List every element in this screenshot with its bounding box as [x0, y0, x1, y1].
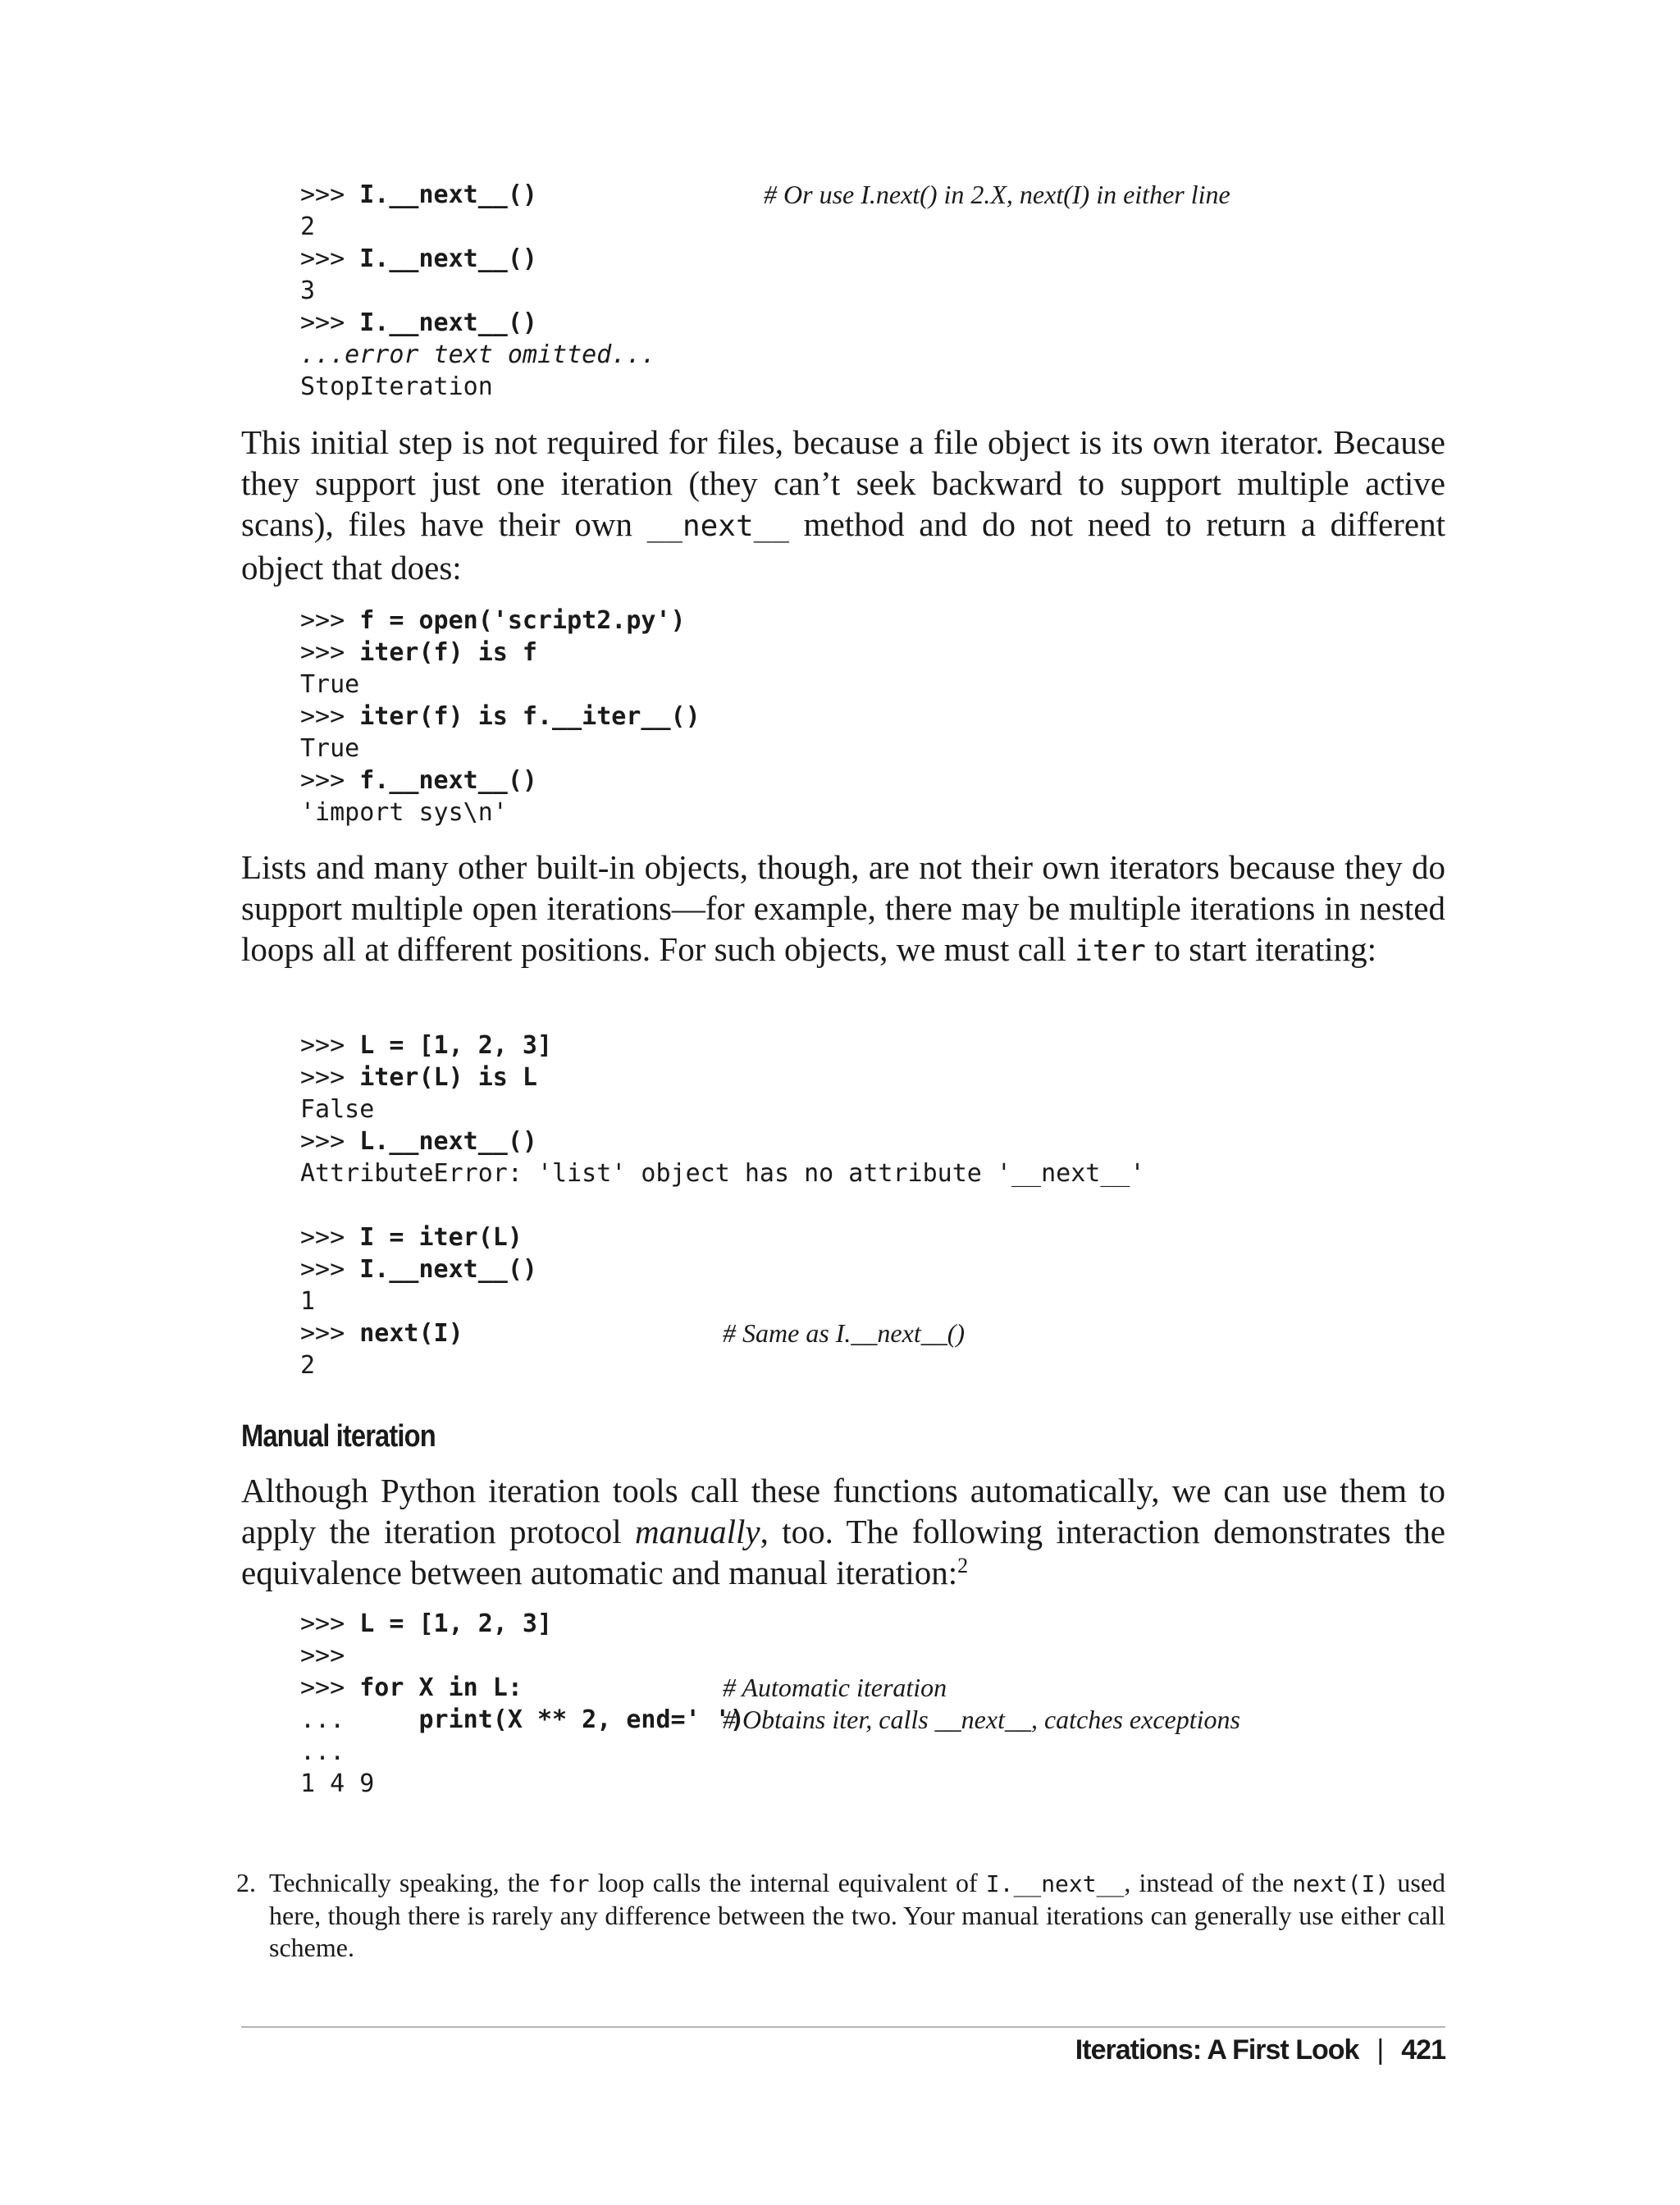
body-paragraph [241, 847, 1445, 972]
emphasis-text: manually [635, 1513, 760, 1550]
code-output: False [300, 1095, 375, 1124]
repl-prompt: >>> [300, 638, 360, 667]
code-line [300, 1253, 1145, 1285]
repl-prompt: >>> [300, 606, 360, 635]
code-input: f.__next__() [359, 766, 537, 795]
footnote-reference[interactable]: 2 [957, 1554, 969, 1577]
code-block-manual-iteration [300, 1608, 1240, 1800]
inline-code: next(I) [1292, 1870, 1390, 1897]
code-comment: # Automatic iteration [723, 1673, 947, 1702]
footnote-text: Technically speaking, the [269, 1868, 549, 1897]
code-line [300, 701, 701, 733]
code-input: L.__next__() [359, 1127, 537, 1156]
repl-prompt: >>> [300, 244, 360, 273]
code-line: ... [300, 1737, 345, 1766]
code-input: I = iter(L) [359, 1223, 523, 1252]
repl-prompt: >>> [300, 180, 360, 209]
paragraph-text: method and do not need to return a different object that does: [241, 505, 1445, 587]
repl-prompt: >>> [300, 766, 360, 795]
code-output: True [300, 734, 360, 763]
code-line [300, 1061, 1145, 1093]
section-heading: Manual iteration [241, 1419, 436, 1454]
code-comment: # Obtains iter, calls __next__, catches exceptions [723, 1705, 1240, 1734]
code-input: I.__next__() [359, 1255, 537, 1284]
code-output: 1 4 9 [300, 1769, 375, 1798]
code-input: I.__next__() [359, 308, 537, 337]
paragraph-text: to start iterating: [1145, 930, 1377, 968]
code-block-iterator-next [300, 179, 1230, 403]
page-footer [1075, 2034, 1445, 2066]
code-input: I.__next__() [359, 180, 537, 209]
code-line [300, 1672, 947, 1704]
footnote-text: loop calls the internal equivalent of [589, 1868, 986, 1897]
code-line [300, 1704, 1240, 1736]
repl-prompt: >>> [300, 308, 360, 337]
inline-code: __next__ [646, 509, 789, 543]
code-line [300, 1317, 1145, 1349]
code-line [300, 1125, 1145, 1157]
code-input: iter(L) is L [359, 1063, 537, 1092]
footnote-text: used here, though there is rarely any difference between the two. Your manual iterations can generally use either call scheme. [269, 1868, 1446, 1962]
code-line: >>> [300, 1641, 345, 1670]
paragraph-text: , too. The following interaction demonstrates the equivalence between automatic and manual iteration: [241, 1513, 1445, 1591]
code-output: 2 [300, 212, 316, 241]
running-title: Iterations: A First Look [1075, 2034, 1359, 2066]
code-input: iter(f) is f [359, 638, 537, 667]
footer-separator: | [1376, 2034, 1384, 2066]
code-output: ...error text omitted... [300, 340, 656, 369]
paragraph-text: This initial step is not required for files, because a file object is its own iterator. Because they support just one iteration (they can’t seek backward to support multiple active scans), files have their own [241, 423, 1445, 543]
repl-prompt: >>> [300, 1063, 360, 1092]
code-block-list-iterator [300, 1029, 1145, 1381]
body-paragraph [241, 422, 1445, 588]
repl-prompt: >>> [300, 1255, 360, 1284]
code-input: f = open('script2.py') [359, 606, 686, 635]
code-output: StopIteration [300, 372, 493, 401]
code-output: 3 [300, 276, 316, 305]
repl-prompt: >>> [300, 702, 360, 731]
code-comment: # Same as I.__next__() [723, 1318, 966, 1348]
code-line [300, 179, 1230, 211]
page-number: 421 [1401, 2034, 1445, 2066]
footer-divider [241, 2026, 1445, 2028]
code-input: L = [1, 2, 3] [359, 1609, 553, 1638]
code-line [300, 1029, 1145, 1061]
code-output: 'import sys\n' [300, 798, 508, 827]
footnote-text: , instead of the [1124, 1868, 1293, 1897]
paragraph-text: Lists and many other built-in objects, though, are not their own iterators because they do support multiple open iterations—for example, there may be multiple iterations in nested loops all at different positions. For such objects, we must call [241, 848, 1445, 968]
inline-code: for [548, 1870, 590, 1897]
code-line [300, 637, 701, 669]
code-output: 2 [300, 1351, 316, 1380]
code-input: L = [1, 2, 3] [359, 1031, 553, 1060]
inline-code: I.__next__ [985, 1870, 1125, 1897]
code-input: next(I) [359, 1319, 463, 1348]
paragraph-text: Although Python iteration tools call these functions automatically, we can use them to apply the iteration protocol [241, 1472, 1445, 1550]
code-input: I.__next__() [359, 244, 537, 273]
repl-prompt: >>> [300, 1223, 360, 1252]
code-line [300, 1608, 745, 1640]
code-block-file-iterator [300, 605, 701, 829]
inline-code: iter [1075, 934, 1146, 968]
footnote-number: 2. [236, 1868, 256, 1897]
footnote [236, 1867, 1446, 1964]
repl-prompt: ... [300, 1705, 419, 1734]
code-line [300, 243, 655, 275]
code-comment: # Or use I.next() in 2.X, next(I) in either line [764, 180, 1230, 209]
repl-prompt: >>> [300, 1319, 360, 1348]
code-output: AttributeError: 'list' object has no attribute '__next__' [300, 1159, 1145, 1188]
body-paragraph [241, 1470, 1445, 1593]
code-line [300, 605, 701, 637]
code-line [300, 765, 701, 797]
repl-prompt: >>> [300, 1609, 360, 1638]
repl-prompt: >>> [300, 1673, 360, 1702]
code-output: 1 [300, 1287, 316, 1316]
code-input: iter(f) is f.__iter__() [359, 702, 701, 731]
repl-prompt: >>> [300, 1031, 360, 1060]
code-input: print(X ** 2, end=' ') [418, 1705, 745, 1734]
code-input: for X in L: [359, 1673, 523, 1702]
code-blank-line [300, 1189, 1145, 1221]
code-line [300, 1221, 1145, 1253]
code-line [300, 307, 655, 339]
repl-prompt: >>> [300, 1127, 360, 1156]
code-output: True [300, 670, 360, 699]
